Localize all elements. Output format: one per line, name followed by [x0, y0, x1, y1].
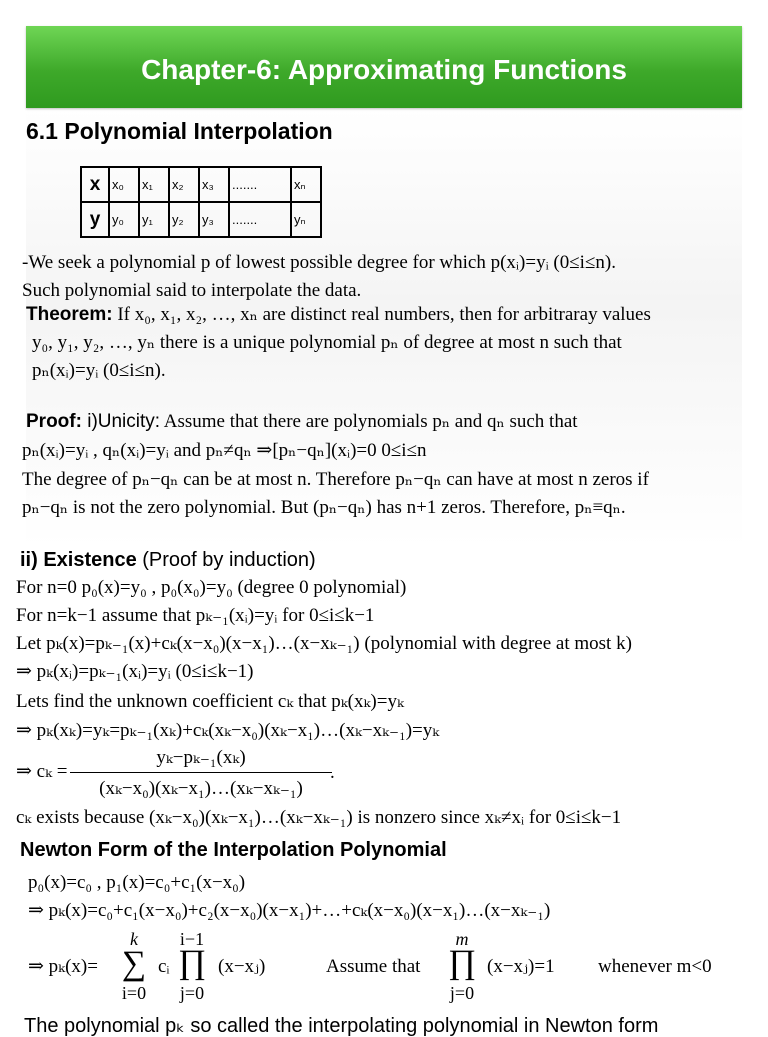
existence-line-2: For n=k−1 assume that pₖ₋₁(xᵢ)=yᵢ for 0≤i≤k−1 — [16, 605, 375, 626]
newton-heading: Newton Form of the Interpolation Polynomial — [20, 839, 447, 861]
prod2-lower: j=0 — [449, 983, 475, 1003]
prod2-sign: ∏ — [448, 944, 476, 981]
theorem-line-1 — [26, 305, 651, 324]
intro-line-1: -We seek a polynomial p of lowest possible degree for which p(xᵢ)=yᵢ (0≤i≤n). — [22, 252, 616, 273]
existence-line-5: Lets find the unknown coefficient cₖ that pₖ(xₖ)=yₖ — [16, 691, 404, 712]
table-cell: x₂ — [169, 167, 199, 202]
frac-lead: ⇒ cₖ = — [16, 761, 68, 782]
table-cell: x₀ — [109, 167, 139, 202]
frac-end: . — [330, 762, 335, 783]
prod-upper: i−1 — [179, 929, 205, 949]
table-cell: y₁ — [139, 202, 169, 237]
table-row-x — [81, 167, 321, 202]
table-cell: y — [81, 202, 109, 237]
prod2-factor: (x−xⱼ)=1 — [487, 956, 555, 977]
proof-sublabel: i)Unicity: — [81, 411, 161, 432]
coef: cᵢ — [158, 956, 170, 977]
whenever-text: whenever m<0 — [598, 956, 712, 977]
newton-line-2: ⇒ pₖ(x)=c₀+c₁(x−x₀)+c₂(x−x₀)(x−x₁)+…+cₖ(x−x₀)(x−x₁)…(x−xₖ₋₁) — [28, 900, 551, 921]
frac-denominator: (xₖ−x₀)(xₖ−x₁)…(xₖ−xₖ₋₁) — [99, 778, 303, 799]
proof-line-3: The degree of pₙ−qₙ can be at most n. Therefore pₙ−qₙ can have at most n zeros if — [22, 469, 649, 490]
table-cell: y₀ — [109, 202, 139, 237]
assume-text: Assume that — [326, 956, 421, 977]
prod-factor: (x−xⱼ) — [218, 956, 266, 977]
existence-line-1: For n=0 p₀(x)=y₀ , p₀(x₀)=y₀ (degree 0 polynomial) — [16, 577, 407, 598]
table-cell: ....... — [229, 202, 291, 237]
table-cell: xₙ — [291, 167, 321, 202]
existence-line-6: ⇒ pₖ(xₖ)=yₖ=pₖ₋₁(xₖ)+cₖ(xₖ−x₀)(xₖ−x₁)…(xₖ−xₖ₋₁)=yₖ — [16, 720, 440, 741]
existence-subtitle: (Proof by induction) — [136, 549, 316, 571]
frac-numerator: yₖ−pₖ₋₁(xₖ) — [156, 747, 246, 768]
chapter-title: Chapter-6: Approximating Functions — [141, 54, 627, 85]
prod-sign: ∏ — [178, 944, 206, 981]
table-cell: y₂ — [169, 202, 199, 237]
theorem-line-3: pₙ(xᵢ)=yᵢ (0≤i≤n). — [32, 360, 166, 381]
table-cell: yₙ — [291, 202, 321, 237]
sum-lead: ⇒ pₖ(x)= — [28, 956, 98, 977]
data-table — [80, 166, 322, 238]
intro-line-2: Such polynomial said to interpolate the data. — [22, 280, 362, 301]
theorem-text-1: If x₀, x₁, x₂, …, xₙ are distinct real numbers, then for arbitraray values — [112, 304, 651, 325]
newton-line-1: p₀(x)=c₀ , p₁(x)=c₀+c₁(x−x₀) — [28, 872, 246, 893]
proof-line-2: pₙ(xᵢ)=yᵢ , qₙ(xᵢ)=yᵢ and pₙ≠qₙ ⇒[pₙ−qₙ](xᵢ)=0 0≤i≤n — [22, 440, 427, 461]
table-cell: x₃ — [199, 167, 229, 202]
prod-lower: j=0 — [179, 983, 205, 1003]
sum-sign: ∑ — [121, 945, 147, 982]
existence-heading — [20, 550, 316, 570]
table-cell: x₁ — [139, 167, 169, 202]
table-cell: x — [81, 167, 109, 202]
fraction-bar — [70, 772, 332, 773]
proof-line-1 — [26, 412, 578, 431]
cutoff-line: The polynomial pₖ so called the interpolating polynomial in Newton form — [24, 1015, 659, 1037]
sum-upper: k — [130, 929, 138, 949]
theorem-label: Theorem: — [26, 304, 113, 325]
table-cell: y₃ — [199, 202, 229, 237]
table-row-y — [81, 202, 321, 237]
proof-line-4: pₙ−qₙ is not the zero polynomial. But (pₙ−qₙ) has n+1 zeros. Therefore, pₙ≡qₙ. — [22, 497, 626, 518]
proof-text-1: Assume that there are polynomials pₙ and qₙ such that — [160, 411, 578, 432]
section-title: 6.1 Polynomial Interpolation — [26, 118, 333, 144]
theorem-line-2: y₀, y₁, y₂, …, yₙ there is a unique polynomial pₙ of degree at most n such that — [32, 332, 622, 353]
chapter-banner — [26, 26, 742, 108]
proof-label: Proof: — [26, 411, 82, 432]
existence-line-4: ⇒ pₖ(xᵢ)=pₖ₋₁(xᵢ)=yᵢ (0≤i≤k−1) — [16, 661, 254, 682]
prod2-upper: m — [455, 929, 469, 949]
existence-line-3: Let pₖ(x)=pₖ₋₁(x)+cₖ(x−x₀)(x−x₁)…(x−xₖ₋₁) (polynomial with degree at most k) — [16, 633, 632, 654]
exists-line: cₖ exists because (xₖ−x₀)(xₖ−x₁)…(xₖ−xₖ₋₁) is nonzero since xₖ≠xᵢ for 0≤i≤k−1 — [16, 807, 622, 828]
sum-lower: i=0 — [121, 983, 147, 1003]
existence-title: ii) Existence — [20, 549, 137, 571]
table-cell: ....... — [229, 167, 291, 202]
